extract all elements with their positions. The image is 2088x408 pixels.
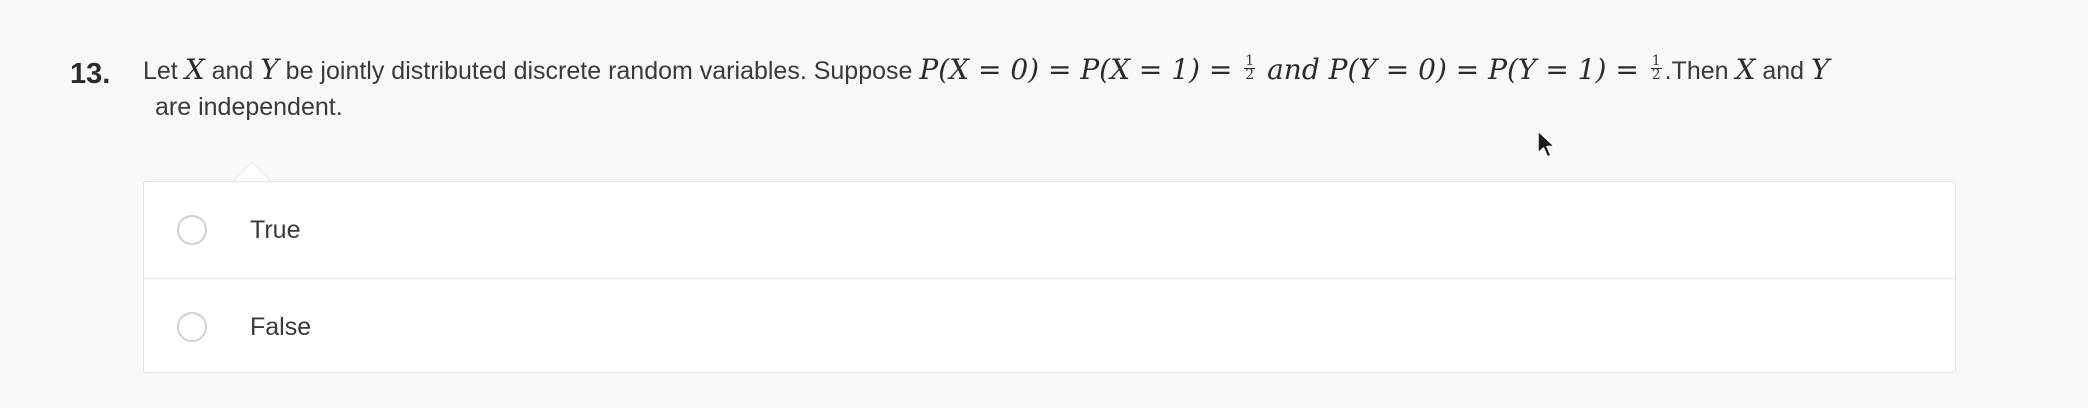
question-text-and: and [204, 57, 261, 85]
math-fraction-half: $\frac{1}{2}$ [1245, 52, 1255, 83]
question-number: 13. [70, 58, 111, 90]
math-py-equation: P(Y = 0) = P(Y = 1) = [1328, 53, 1648, 86]
answer-options [143, 181, 1956, 373]
math-px-equation: P(X = 0) = P(X = 1) = [919, 53, 1242, 86]
mouse-pointer-icon [1536, 130, 1558, 160]
question-text-then: .Then [1664, 57, 1736, 85]
option-label: True [250, 216, 301, 244]
option-true[interactable] [144, 182, 1955, 278]
question-text-let: Let [143, 57, 185, 85]
question-text-be-jointly: be jointly distributed discrete random variables. Suppose [278, 57, 920, 85]
math-var-y: Y [260, 53, 279, 86]
radio-unchecked-icon[interactable] [177, 215, 207, 245]
question-text-line-2: are independent. [155, 93, 343, 121]
question-text [143, 50, 2003, 127]
option-false[interactable] [144, 278, 1955, 374]
option-label: False [250, 313, 312, 341]
radio-unchecked-icon[interactable] [177, 312, 207, 342]
math-var-y-2: Y [1811, 53, 1830, 86]
math-var-x: X [184, 53, 205, 86]
math-fraction-half-2: $\frac{1}{2}$ [1651, 52, 1661, 83]
math-var-x-2: X [1735, 53, 1756, 86]
options-pointer-caret [232, 162, 272, 182]
math-and: and [1258, 53, 1329, 86]
question-text-and-2: and [1755, 57, 1812, 85]
